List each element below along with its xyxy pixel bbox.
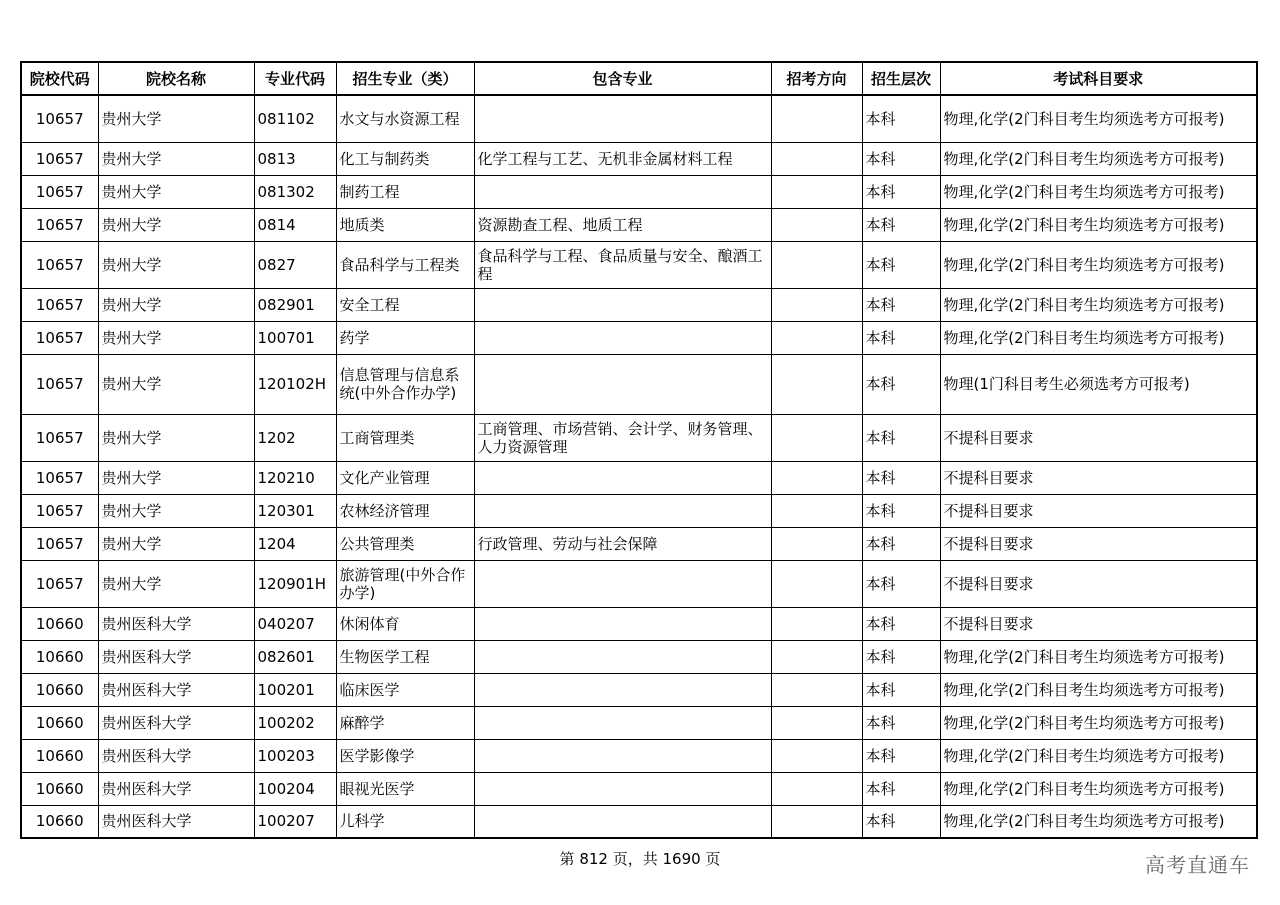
- cell-requirement: 物理,化学(2门科目考生均须选考方可报考): [940, 208, 1257, 241]
- cell-direction: [771, 208, 862, 241]
- cell-included-majors: [474, 607, 771, 640]
- cell-major-code: 081302: [254, 175, 336, 208]
- cell-level: 本科: [862, 739, 940, 772]
- cell-included-majors: 行政管理、劳动与社会保障: [474, 527, 771, 560]
- cell-major-code: 1204: [254, 527, 336, 560]
- table-row: [21, 494, 1257, 527]
- cell-direction: [771, 414, 862, 461]
- cell-major: 文化产业管理: [336, 461, 474, 494]
- cell-school-code: 10660: [21, 673, 98, 706]
- cell-level: 本科: [862, 607, 940, 640]
- cell-included-majors: [474, 560, 771, 607]
- cell-school-code: 10657: [21, 241, 98, 288]
- table-row: [21, 560, 1257, 607]
- cell-direction: [771, 321, 862, 354]
- cell-requirement: 不提科目要求: [940, 461, 1257, 494]
- table-row: [21, 241, 1257, 288]
- table-row: [21, 607, 1257, 640]
- cell-major-code: 100201: [254, 673, 336, 706]
- cell-major-code: 0814: [254, 208, 336, 241]
- cell-school-code: 10660: [21, 739, 98, 772]
- cell-direction: [771, 560, 862, 607]
- cell-major: 旅游管理(中外合作办学): [336, 560, 474, 607]
- cell-major: 食品科学与工程类: [336, 241, 474, 288]
- cell-included-majors: [474, 494, 771, 527]
- cell-requirement: 物理,化学(2门科目考生均须选考方可报考): [940, 706, 1257, 739]
- cell-included-majors: [474, 288, 771, 321]
- cell-direction: [771, 739, 862, 772]
- cell-major: 水文与水资源工程: [336, 95, 474, 142]
- cell-level: 本科: [862, 175, 940, 208]
- cell-direction: [771, 494, 862, 527]
- cell-requirement: 物理,化学(2门科目考生均须选考方可报考): [940, 175, 1257, 208]
- cell-school-code: 10660: [21, 772, 98, 805]
- cell-school-code: 10657: [21, 494, 98, 527]
- cell-school-code: 10657: [21, 354, 98, 414]
- cell-school-name: 贵州医科大学: [98, 607, 254, 640]
- cell-included-majors: [474, 321, 771, 354]
- cell-requirement: 物理,化学(2门科目考生均须选考方可报考): [940, 142, 1257, 175]
- cell-direction: [771, 772, 862, 805]
- cell-level: 本科: [862, 241, 940, 288]
- cell-major: 公共管理类: [336, 527, 474, 560]
- cell-school-name: 贵州医科大学: [98, 739, 254, 772]
- cell-school-code: 10657: [21, 175, 98, 208]
- cell-school-name: 贵州大学: [98, 142, 254, 175]
- cell-direction: [771, 805, 862, 838]
- cell-major-code: 081102: [254, 95, 336, 142]
- table-row: [21, 142, 1257, 175]
- cell-requirement: 物理(1门科目考生必须选考方可报考): [940, 354, 1257, 414]
- header-requirement: 考试科目要求: [940, 62, 1257, 95]
- cell-school-name: 贵州大学: [98, 288, 254, 321]
- cell-school-code: 10657: [21, 560, 98, 607]
- table-row: [21, 706, 1257, 739]
- cell-level: 本科: [862, 706, 940, 739]
- cell-school-code: 10657: [21, 527, 98, 560]
- cell-major: 工商管理类: [336, 414, 474, 461]
- cell-major-code: 120210: [254, 461, 336, 494]
- cell-major: 药学: [336, 321, 474, 354]
- cell-level: 本科: [862, 560, 940, 607]
- cell-direction: [771, 706, 862, 739]
- cell-included-majors: [474, 461, 771, 494]
- cell-school-code: 10660: [21, 640, 98, 673]
- page-number: 第 812 页，共 1690 页: [559, 850, 721, 868]
- admission-table: [20, 61, 1258, 839]
- cell-major: 制药工程: [336, 175, 474, 208]
- table-row: [21, 321, 1257, 354]
- cell-major: 农林经济管理: [336, 494, 474, 527]
- table-row: [21, 461, 1257, 494]
- cell-school-name: 贵州大学: [98, 494, 254, 527]
- cell-level: 本科: [862, 354, 940, 414]
- cell-major: 休闲体育: [336, 607, 474, 640]
- cell-level: 本科: [862, 805, 940, 838]
- cell-included-majors: [474, 640, 771, 673]
- cell-school-name: 贵州大学: [98, 527, 254, 560]
- cell-major-code: 082601: [254, 640, 336, 673]
- cell-level: 本科: [862, 95, 940, 142]
- cell-requirement: 物理,化学(2门科目考生均须选考方可报考): [940, 673, 1257, 706]
- cell-major: 生物医学工程: [336, 640, 474, 673]
- table-row: [21, 805, 1257, 838]
- cell-major: 医学影像学: [336, 739, 474, 772]
- table-row: [21, 95, 1257, 142]
- cell-included-majors: 工商管理、市场营销、会计学、财务管理、人力资源管理: [474, 414, 771, 461]
- cell-school-code: 10657: [21, 321, 98, 354]
- cell-level: 本科: [862, 527, 940, 560]
- cell-direction: [771, 640, 862, 673]
- table-row: [21, 527, 1257, 560]
- header-level: 招生层次: [862, 62, 940, 95]
- cell-requirement: 不提科目要求: [940, 527, 1257, 560]
- table-row: [21, 739, 1257, 772]
- cell-major: 地质类: [336, 208, 474, 241]
- cell-major-code: 040207: [254, 607, 336, 640]
- cell-requirement: 物理,化学(2门科目考生均须选考方可报考): [940, 805, 1257, 838]
- cell-included-majors: [474, 805, 771, 838]
- cell-major-code: 100204: [254, 772, 336, 805]
- cell-level: 本科: [862, 673, 940, 706]
- cell-included-majors: [474, 673, 771, 706]
- cell-school-name: 贵州医科大学: [98, 805, 254, 838]
- header-included-majors: 包含专业: [474, 62, 771, 95]
- cell-school-name: 贵州大学: [98, 321, 254, 354]
- table-row: [21, 414, 1257, 461]
- cell-included-majors: [474, 354, 771, 414]
- cell-requirement: 物理,化学(2门科目考生均须选考方可报考): [940, 95, 1257, 142]
- cell-major-code: 100203: [254, 739, 336, 772]
- cell-major: 麻醉学: [336, 706, 474, 739]
- cell-level: 本科: [862, 321, 940, 354]
- cell-requirement: 物理,化学(2门科目考生均须选考方可报考): [940, 640, 1257, 673]
- cell-major: 临床医学: [336, 673, 474, 706]
- cell-school-name: 贵州大学: [98, 560, 254, 607]
- cell-requirement: 物理,化学(2门科目考生均须选考方可报考): [940, 772, 1257, 805]
- cell-school-name: 贵州大学: [98, 95, 254, 142]
- cell-direction: [771, 288, 862, 321]
- cell-major-code: 100701: [254, 321, 336, 354]
- cell-school-code: 10657: [21, 95, 98, 142]
- cell-major-code: 120901H: [254, 560, 336, 607]
- cell-direction: [771, 461, 862, 494]
- table-row: [21, 288, 1257, 321]
- cell-school-name: 贵州大学: [98, 414, 254, 461]
- cell-requirement: 不提科目要求: [940, 560, 1257, 607]
- cell-school-name: 贵州大学: [98, 208, 254, 241]
- cell-school-name: 贵州大学: [98, 175, 254, 208]
- table-row: [21, 772, 1257, 805]
- table-body: [21, 95, 1257, 838]
- cell-level: 本科: [862, 640, 940, 673]
- table-row: [21, 208, 1257, 241]
- cell-school-code: 10657: [21, 142, 98, 175]
- cell-school-code: 10657: [21, 288, 98, 321]
- cell-included-majors: [474, 739, 771, 772]
- cell-school-name: 贵州医科大学: [98, 772, 254, 805]
- cell-level: 本科: [862, 494, 940, 527]
- cell-major: 安全工程: [336, 288, 474, 321]
- table-row: [21, 175, 1257, 208]
- cell-major: 信息管理与信息系统(中外合作办学): [336, 354, 474, 414]
- cell-included-majors: 资源勘查工程、地质工程: [474, 208, 771, 241]
- cell-direction: [771, 175, 862, 208]
- cell-included-majors: [474, 706, 771, 739]
- watermark-logo: 高考直通车: [1145, 853, 1250, 877]
- cell-direction: [771, 607, 862, 640]
- cell-requirement: 不提科目要求: [940, 414, 1257, 461]
- cell-direction: [771, 142, 862, 175]
- cell-major: 眼视光医学: [336, 772, 474, 805]
- cell-major: 化工与制药类: [336, 142, 474, 175]
- cell-level: 本科: [862, 208, 940, 241]
- cell-school-name: 贵州医科大学: [98, 673, 254, 706]
- cell-requirement: 不提科目要求: [940, 494, 1257, 527]
- table-row: [21, 354, 1257, 414]
- cell-school-code: 10660: [21, 706, 98, 739]
- header-row: [21, 62, 1257, 95]
- cell-direction: [771, 354, 862, 414]
- cell-included-majors: [474, 175, 771, 208]
- header-major: 招生专业（类）: [336, 62, 474, 95]
- header-school-name: 院校名称: [98, 62, 254, 95]
- cell-requirement: 不提科目要求: [940, 607, 1257, 640]
- cell-major: 儿科学: [336, 805, 474, 838]
- cell-major-code: 100202: [254, 706, 336, 739]
- cell-requirement: 物理,化学(2门科目考生均须选考方可报考): [940, 739, 1257, 772]
- cell-major-code: 120102H: [254, 354, 336, 414]
- cell-major-code: 0813: [254, 142, 336, 175]
- cell-major-code: 120301: [254, 494, 336, 527]
- cell-school-name: 贵州医科大学: [98, 706, 254, 739]
- cell-major-code: 1202: [254, 414, 336, 461]
- cell-direction: [771, 673, 862, 706]
- table-row: [21, 673, 1257, 706]
- cell-direction: [771, 95, 862, 142]
- cell-included-majors: 食品科学与工程、食品质量与安全、酿酒工程: [474, 241, 771, 288]
- cell-school-name: 贵州大学: [98, 241, 254, 288]
- cell-requirement: 物理,化学(2门科目考生均须选考方可报考): [940, 288, 1257, 321]
- cell-school-code: 10657: [21, 461, 98, 494]
- table-row: [21, 640, 1257, 673]
- cell-requirement: 物理,化学(2门科目考生均须选考方可报考): [940, 321, 1257, 354]
- cell-level: 本科: [862, 142, 940, 175]
- cell-level: 本科: [862, 772, 940, 805]
- header-school-code: 院校代码: [21, 62, 98, 95]
- cell-direction: [771, 527, 862, 560]
- cell-major-code: 082901: [254, 288, 336, 321]
- cell-school-code: 10657: [21, 208, 98, 241]
- cell-school-code: 10657: [21, 414, 98, 461]
- cell-requirement: 物理,化学(2门科目考生均须选考方可报考): [940, 241, 1257, 288]
- header-direction: 招考方向: [771, 62, 862, 95]
- cell-school-code: 10660: [21, 805, 98, 838]
- cell-direction: [771, 241, 862, 288]
- cell-included-majors: [474, 772, 771, 805]
- cell-level: 本科: [862, 414, 940, 461]
- cell-level: 本科: [862, 461, 940, 494]
- cell-major-code: 0827: [254, 241, 336, 288]
- cell-included-majors: 化学工程与工艺、无机非金属材料工程: [474, 142, 771, 175]
- cell-school-code: 10660: [21, 607, 98, 640]
- cell-school-name: 贵州大学: [98, 461, 254, 494]
- cell-school-name: 贵州大学: [98, 354, 254, 414]
- cell-level: 本科: [862, 288, 940, 321]
- cell-major-code: 100207: [254, 805, 336, 838]
- cell-school-name: 贵州医科大学: [98, 640, 254, 673]
- header-major-code: 专业代码: [254, 62, 336, 95]
- cell-included-majors: [474, 95, 771, 142]
